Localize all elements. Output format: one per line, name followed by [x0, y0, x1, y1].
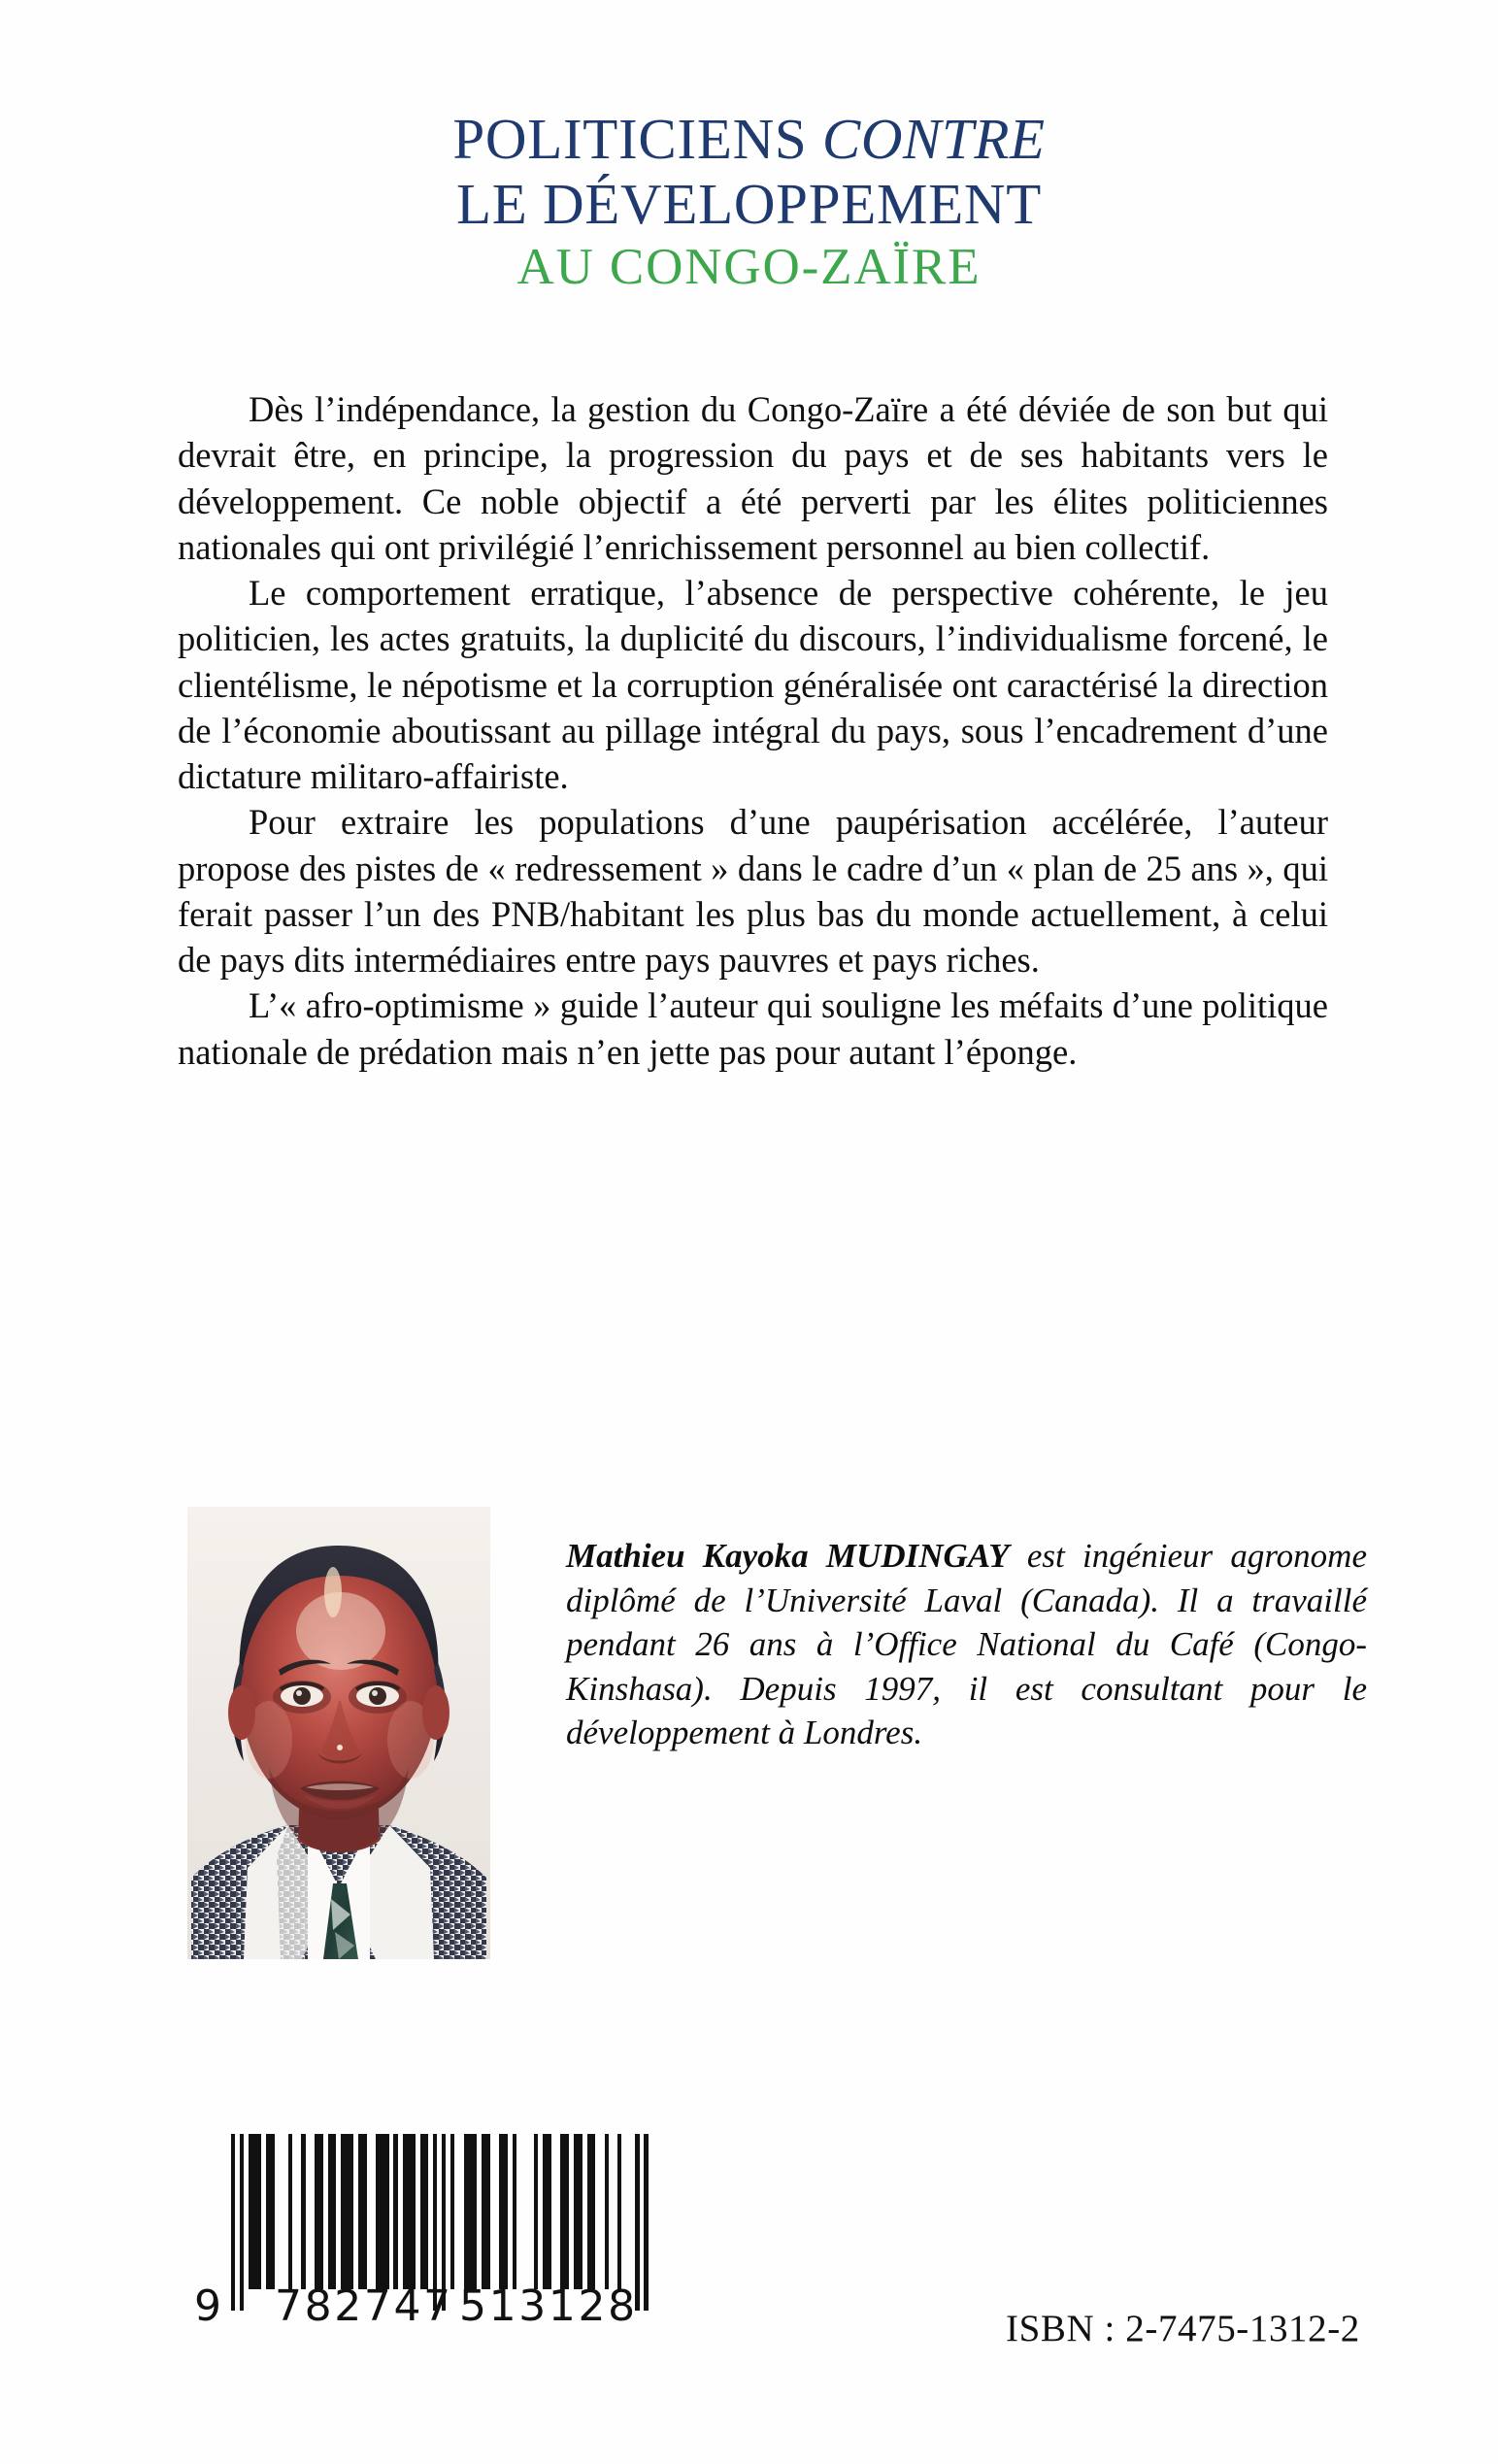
barcode-bar: [315, 2134, 323, 2289]
barcode-bar: [393, 2134, 397, 2289]
blurb-paragraph-4: L’« afro-optimisme » guide l’auteur qui souligne les méfaits d’une politique nationale de prédation mais n’en jette pas pour autant l’éponge.: [178, 985, 1328, 1072]
barcode-bar: [560, 2134, 569, 2289]
barcode-digit-group-2: 513128: [459, 2281, 638, 2331]
barcode-bar: [574, 2134, 583, 2289]
author-bio-rest: est ingénieur agronome diplômé de l’Université Laval (Canada). Il a travaillé pendant 26 ans à l’Office National du Café (Congo-Kinshasa). Depuis 1997, il est consultant pour le développement à Londres.: [566, 1537, 1367, 1751]
barcode-bar: [513, 2134, 516, 2289]
barcode-bar: [341, 2134, 353, 2289]
title-word-contre: CONTRE: [821, 107, 1046, 171]
barcode-digits: [194, 2281, 649, 2331]
barcode-bar: [266, 2134, 275, 2289]
barcode-bar: [301, 2134, 305, 2289]
barcode-bar: [450, 2134, 454, 2289]
barcode-bar: [543, 2134, 551, 2289]
barcode-bar: [403, 2134, 416, 2289]
barcode-bar: [249, 2134, 261, 2289]
title-line-1: [0, 109, 1498, 170]
back-cover-blurb: [178, 386, 1328, 1075]
title-line-3: AU CONGO-ZAÏRE: [516, 239, 982, 296]
author-portrait-illustration: [187, 1507, 490, 1959]
title-word-politiciens: POLITICIENS: [452, 107, 822, 171]
barcode-bar: [499, 2134, 508, 2289]
blurb-paragraph-2: Le comportement erratique, l’absence de perspective cohérente, le jeu politicien, les actes gratuits, la duplicité du discours, l’individualisme forcené, le clientélisme, le népotisme et la corruption généralisée ont caractérisé la direction de l’économie aboutissant au pillage intégral du pays, sous l’encadrement d’une dictature militaro-affairiste.: [178, 573, 1328, 797]
barcode-bar: [358, 2134, 367, 2289]
barcode-bar: [617, 2134, 621, 2289]
ean13-barcode: [194, 2134, 649, 2333]
blurb-paragraph-1: Dès l’indépendance, la gestion du Congo-Zaïre a été déviée de son but qui devrait être, en principe, la progression du pays et de ses habitants vers le développement. Ce noble objectif a été perverti par les élites politiciennes nationales qui ont privilégié l’enrichissement personnel au bien collectif.: [178, 389, 1328, 567]
isbn-text: ISBN : 2-7475-1312-2: [1006, 2308, 1360, 2349]
barcode-bar: [605, 2134, 609, 2289]
barcode-bar: [587, 2134, 596, 2289]
author-name: Mathieu Kayoka MUDINGAY: [566, 1537, 1010, 1575]
barcode-bar: [464, 2134, 477, 2289]
barcode-bar: [482, 2134, 490, 2289]
author-biography: [566, 1534, 1367, 1755]
title-block: [0, 109, 1498, 294]
barcode-bars: [231, 2134, 649, 2289]
blurb-paragraph-3: Pour extraire les populations d’une paupérisation accélérée, l’auteur propose des pistes de « redressement » dans le cadre d’un « plan de 25 ans », qui ferait passer l’un des PNB/habitant les plus bas du monde actuellement, à celui de pays dits intermédiaires entre pays pauvres et pays riches.: [178, 802, 1328, 981]
barcode-bar: [534, 2134, 538, 2289]
barcode-bar: [288, 2134, 292, 2289]
barcode-bar: [420, 2134, 429, 2289]
barcode-digit-left: 9: [194, 2281, 224, 2331]
barcode-bar: [328, 2134, 337, 2289]
title-line-2: LE DÉVELOPPEMENT: [456, 171, 1042, 236]
barcode-bar: [376, 2134, 388, 2289]
barcode-digit-group-1: 782747: [275, 2281, 453, 2331]
author-portrait-photo: [187, 1507, 490, 1959]
author-bio-text: [566, 1534, 1367, 1755]
